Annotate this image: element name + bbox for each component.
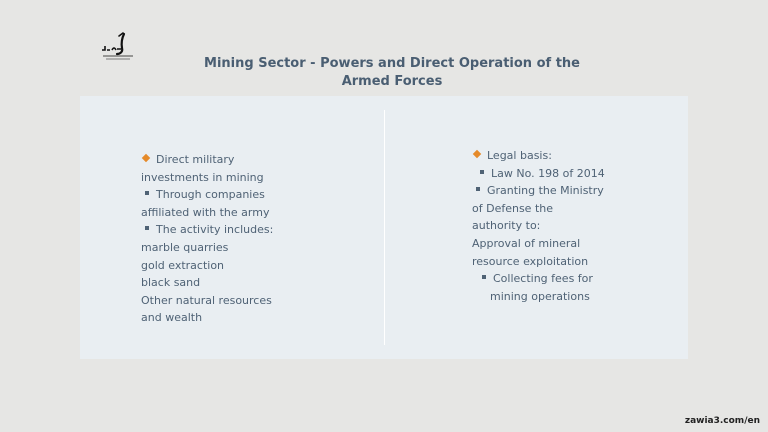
square-bullet-icon <box>482 275 486 279</box>
column-divider <box>384 110 385 345</box>
list-item: Law No. 198 of 2014 <box>472 165 652 183</box>
square-bullet-icon <box>476 187 480 191</box>
square-bullet-icon <box>145 226 149 230</box>
list-item: affiliated with the army <box>141 205 270 219</box>
list-item: of Defense the <box>472 201 553 215</box>
list-item: and wealth <box>141 311 203 325</box>
list-item: Direct military <box>141 151 341 169</box>
square-bullet-icon <box>480 170 484 174</box>
left-column <box>141 151 341 327</box>
publisher-logo-icon <box>100 30 138 64</box>
list-item: Collecting fees for <box>472 270 652 288</box>
diamond-bullet-icon <box>142 154 150 162</box>
list-item: authority to: <box>472 219 541 233</box>
diamond-bullet-icon <box>473 150 481 158</box>
list-item: resource exploitation <box>472 254 589 268</box>
list-item: black sand <box>141 276 201 290</box>
site-url: zawia3.com/en <box>684 416 760 426</box>
page-title <box>184 55 600 91</box>
list-item: The activity includes: <box>141 221 341 239</box>
list-item: investments in mining <box>141 170 264 184</box>
list-item: Other natural resources <box>141 293 272 307</box>
list-item: Through companies <box>141 186 341 204</box>
title-line-1: Mining Sector - Powers and Direct Operation of the <box>204 56 580 71</box>
list-item: marble quarries <box>141 240 229 254</box>
list-item: Granting the Ministry <box>472 182 652 200</box>
right-column <box>472 147 652 305</box>
list-item: Approval of mineral <box>472 236 581 250</box>
list-item: Legal basis: <box>472 147 652 165</box>
square-bullet-icon <box>145 191 149 195</box>
title-line-2: Armed Forces <box>341 74 443 89</box>
list-item: gold extraction <box>141 258 225 272</box>
list-item: mining operations <box>490 289 590 303</box>
